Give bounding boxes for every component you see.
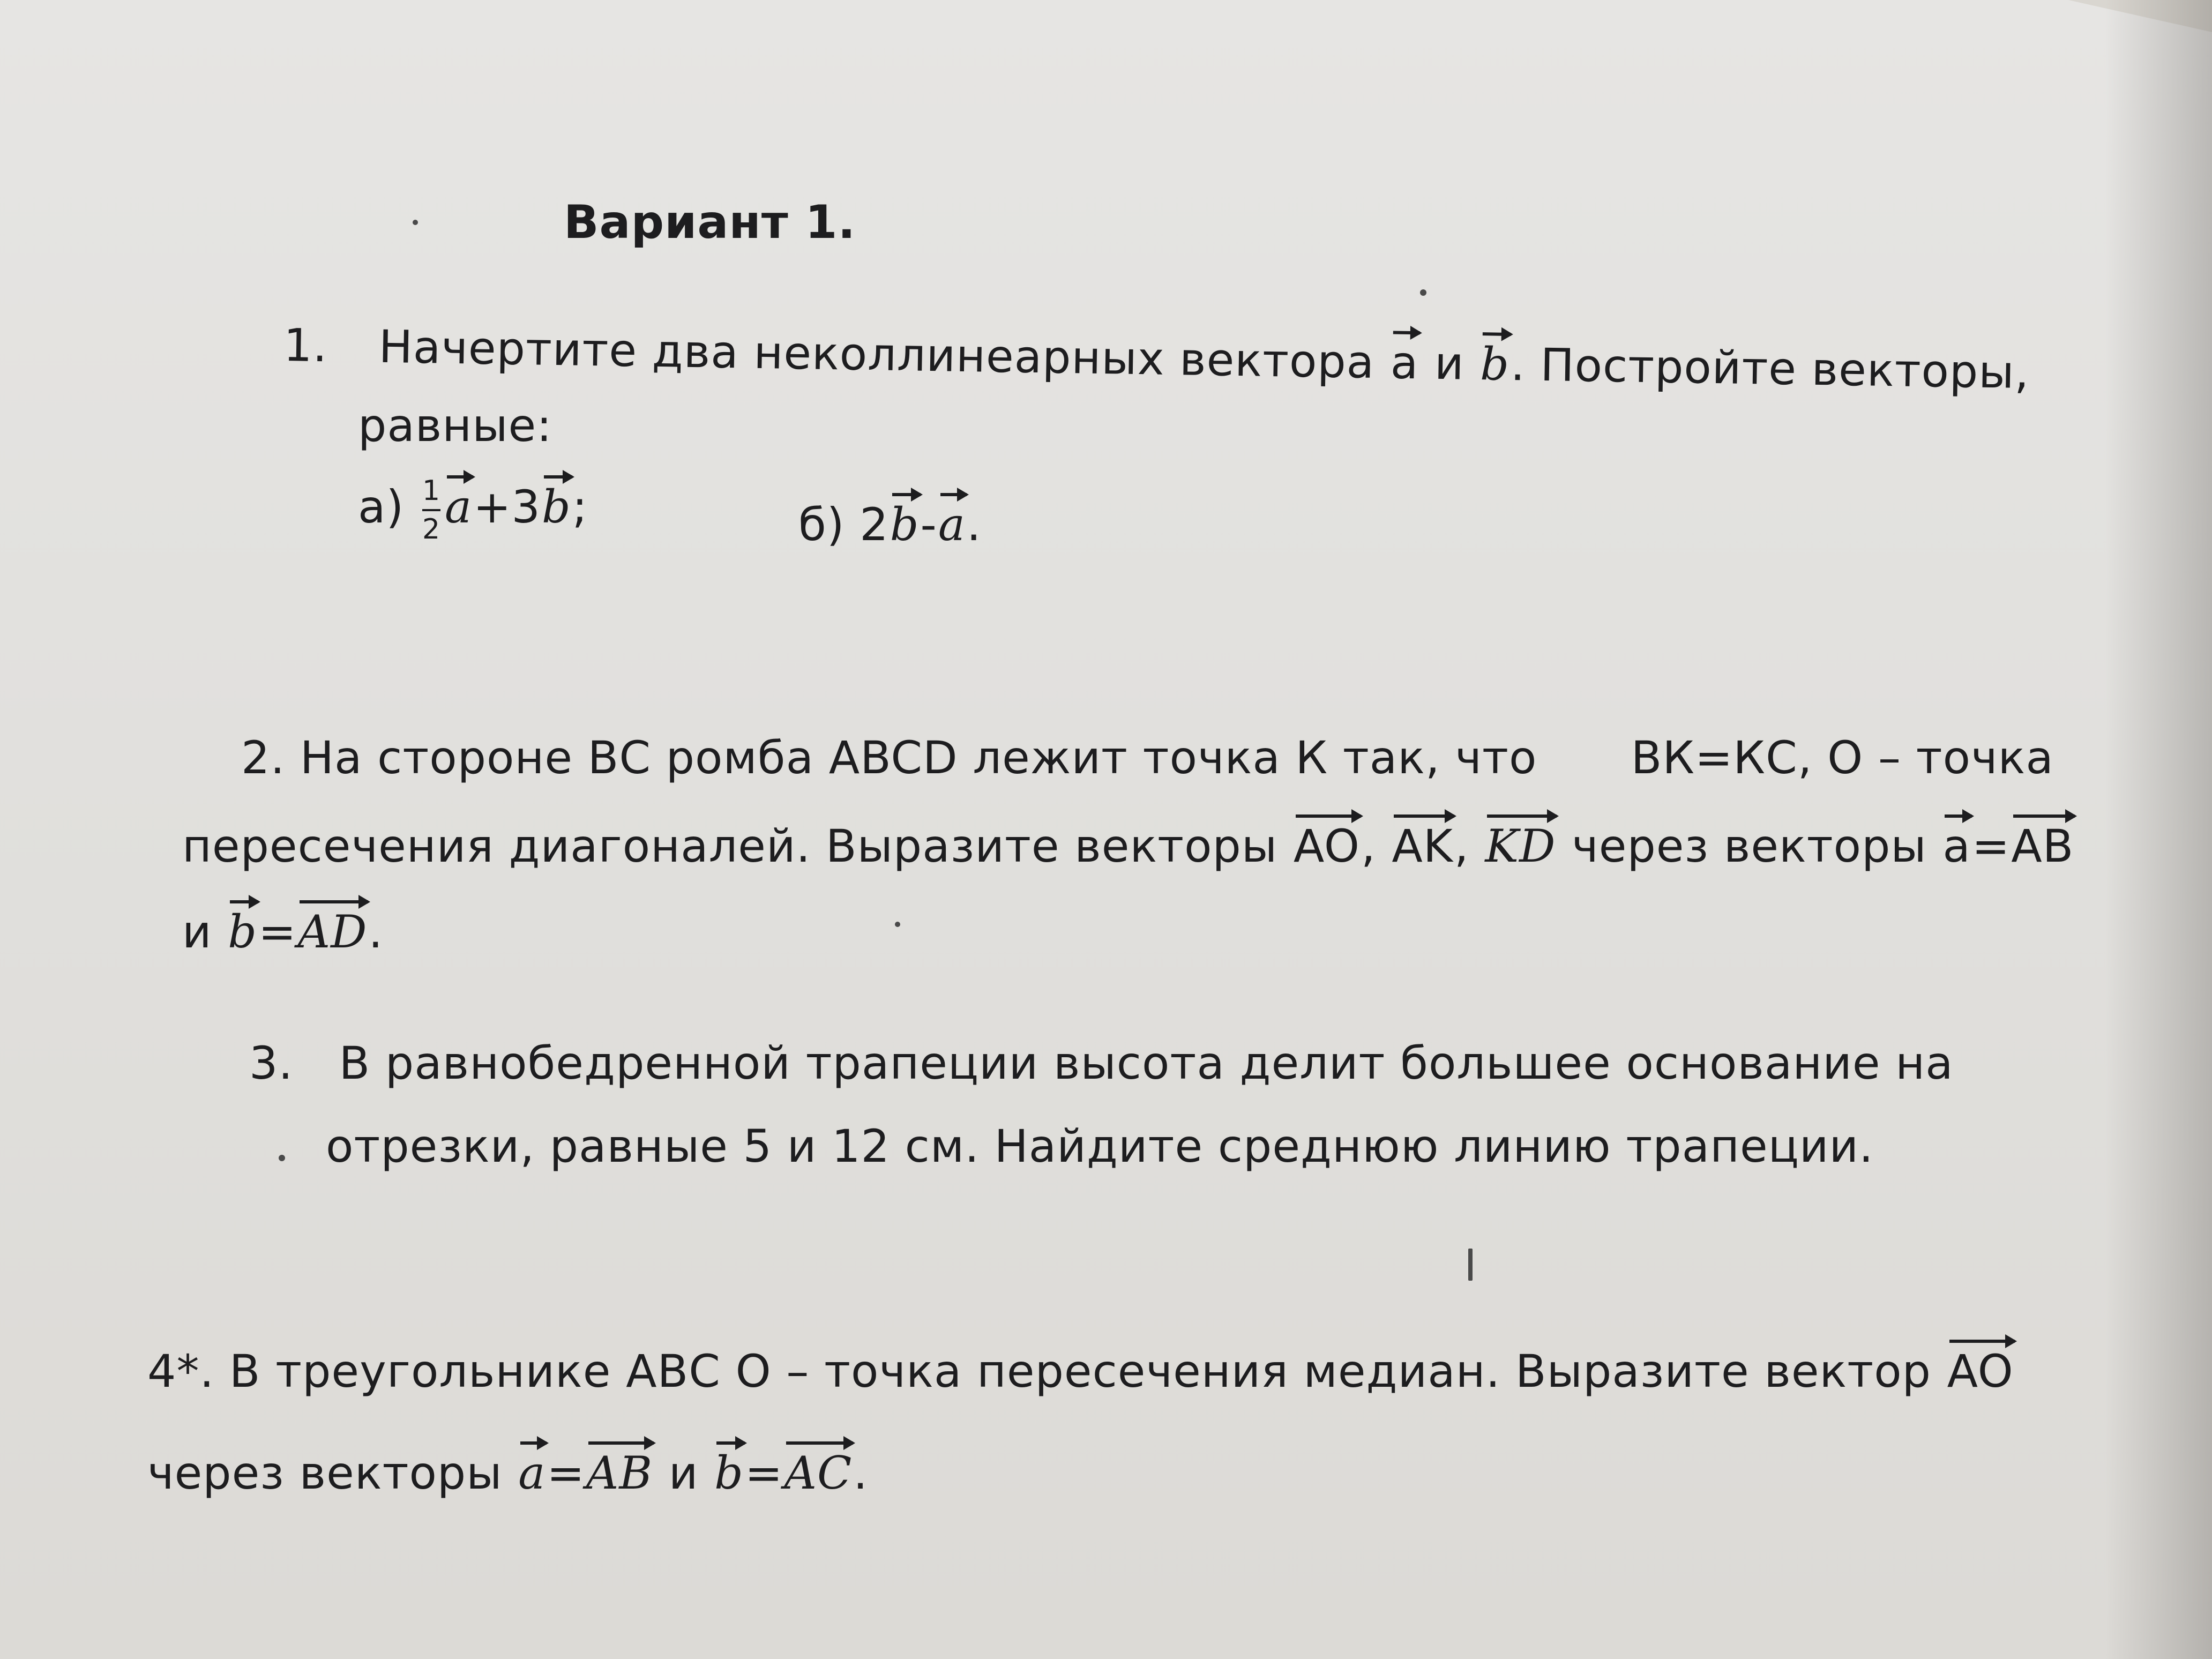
vector-AK: AK [1392,820,1453,872]
vector-b: b [541,480,571,533]
part-b-minus: - [920,498,937,551]
part-a-end: ; [572,480,588,533]
vector-AB: AB [2011,820,2074,872]
equals-sign: = [258,906,297,958]
print-speck [1468,1249,1473,1281]
task4-line2 [147,1447,868,1499]
vector-b: b [228,906,258,958]
print-speck [413,220,418,225]
equals-sign: = [744,1447,783,1499]
task1-part-b [798,498,982,551]
task2-text: пересечения диагоналей. Выразите векторы [182,820,1278,872]
equals-sign: = [1971,820,2011,872]
fraction-one-half [422,477,440,543]
fraction-denominator: 2 [422,513,441,545]
task1-tail: . Постройте векторы, [1510,338,2030,399]
task4-text2: через векторы [147,1447,503,1499]
task3-line2: отрезки, равные 5 и 12 см. Найдите среднюю линию трапеции. [326,1120,1874,1172]
variant-title: Вариант 1. [564,196,856,249]
task3-line1 [249,1037,1954,1089]
equals-sign: = [547,1447,585,1499]
period: . [853,1447,868,1499]
task3-text: В равнобедренной трапеции высота делит большее основание на [339,1037,1954,1089]
task4-line1 [147,1345,2015,1398]
task2-line3 [182,906,383,958]
task4-conj: и [668,1447,699,1499]
vector-b: b [890,498,920,551]
task2-text-left: 2. На стороне ВС ромба ABCD лежит точка К так, что [241,731,1537,784]
task2-mid: через векторы [1572,820,1927,872]
separator: , [1361,820,1376,872]
part-a-label: а) [358,480,405,533]
vector-AO: AO [1947,1345,2014,1398]
vector-b: b [1479,338,1510,391]
vector-AD: AD [297,906,368,958]
vector-AB: AB [586,1447,653,1499]
task1-text: Начертите два неколлинеарных вектора [378,320,1375,388]
part-b-end: . [966,498,982,551]
task1-part-a [358,477,588,543]
task1-number: 1. [283,319,328,372]
part-a-mid: +3 [473,480,541,533]
vector-KD: KD [1485,820,1556,872]
task2-line1 [241,731,2054,784]
vector-a: a [518,1447,546,1499]
paper-edge-shadow [2105,0,2212,1659]
separator: , [1454,820,1469,872]
fraction-bar [422,509,440,511]
vector-a: a [938,498,966,551]
period: . [368,906,384,958]
vector-AO: AO [1293,820,1360,872]
task2-conj: и [182,906,212,958]
task1-conj: и [1434,337,1465,390]
task2-text-right: ВК=КС, О – точка [1631,731,2054,784]
vector-a: a [1390,336,1419,390]
vector-b: b [714,1447,744,1499]
print-speck [895,922,900,927]
task1-line2: равные: [358,399,552,452]
task2-line2 [182,820,2075,872]
fraction-numerator: 1 [422,475,441,507]
print-speck [1420,289,1426,296]
vector-AC: AC [784,1447,853,1499]
vector-a: a [1942,820,1971,872]
task3-number: 3. [249,1037,294,1089]
vector-a: a [445,480,473,533]
print-speck [279,1155,285,1161]
part-b-label: б) 2 [798,498,889,551]
task4-text: 4*. В треугольнике АВС О – точка пересечения медиан. Выразите вектор [147,1345,1931,1398]
